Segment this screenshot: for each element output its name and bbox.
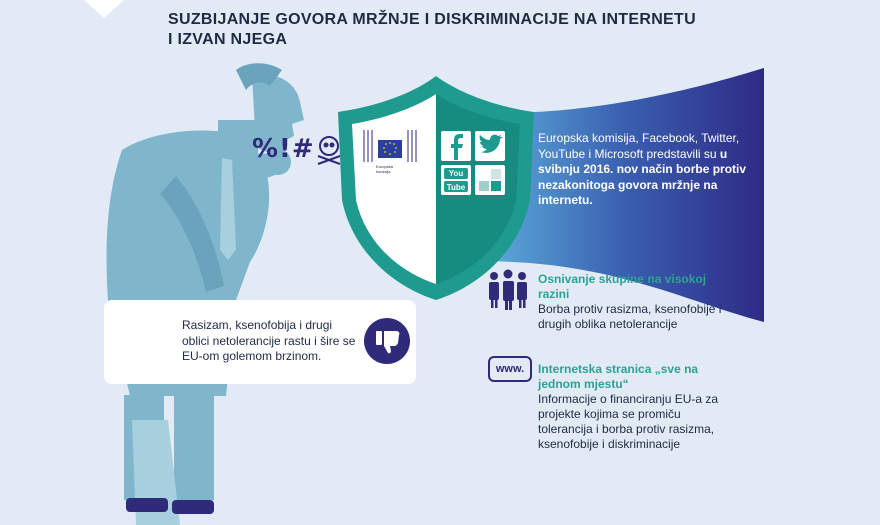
shouting-person-figure [107,63,304,525]
youtube-text-1: You [448,169,464,178]
high-level-group-item [538,272,738,332]
title-line-1: SUZBIJANJE GOVORA MRŽNJE I DISKRIMINACIJE NA INTERNETU [168,11,696,28]
high-level-group-body: Borba protiv rasizma, ksenofobije i drugih oblika netolerancije [538,302,722,331]
high-level-group-title: Osnivanje skupine na visokoj razini [538,272,707,301]
title-line-2: I IZVAN NJEGA [168,31,288,48]
thumbs-down-icon [364,318,410,364]
youtube-text [441,165,471,195]
website-body: Informacije o financiranju EU-a za projekte kojima se promiču tolerancija i borba protiv rasizma, ksenofobije i diskriminacije [538,392,719,451]
www-icon: www. [488,356,532,382]
ec-logo-label: Europska komisija [376,164,393,174]
statement-text: Rasizam, ksenofobija i drugi oblici netolerancije rastu i šire se EU-om golemom brzinom. [182,318,356,363]
youtube-text-2: Tube [446,183,466,192]
group-people-icon [489,270,527,311]
swear-symbols: %!# [252,134,315,164]
twitter-icon [475,131,505,161]
microsoft-icon [475,165,505,195]
facebook-icon [441,131,471,161]
banner-text-regular: Europska komisija, Facebook, Twitter, YouTube i Microsoft predstavili su [538,131,740,161]
website-item [538,362,738,452]
european-commission-logo [362,128,420,164]
page-title [168,10,728,50]
banner-text-bold: u svibnju 2016. nov način borbe protiv nezakonitoga govora mržnje na internetu. [538,146,747,207]
banner-text [538,131,758,209]
corner-notch [84,0,124,18]
website-title: Internetska stranica „sve na jednom mjestu“ [538,362,699,391]
skull-icon [318,137,340,164]
